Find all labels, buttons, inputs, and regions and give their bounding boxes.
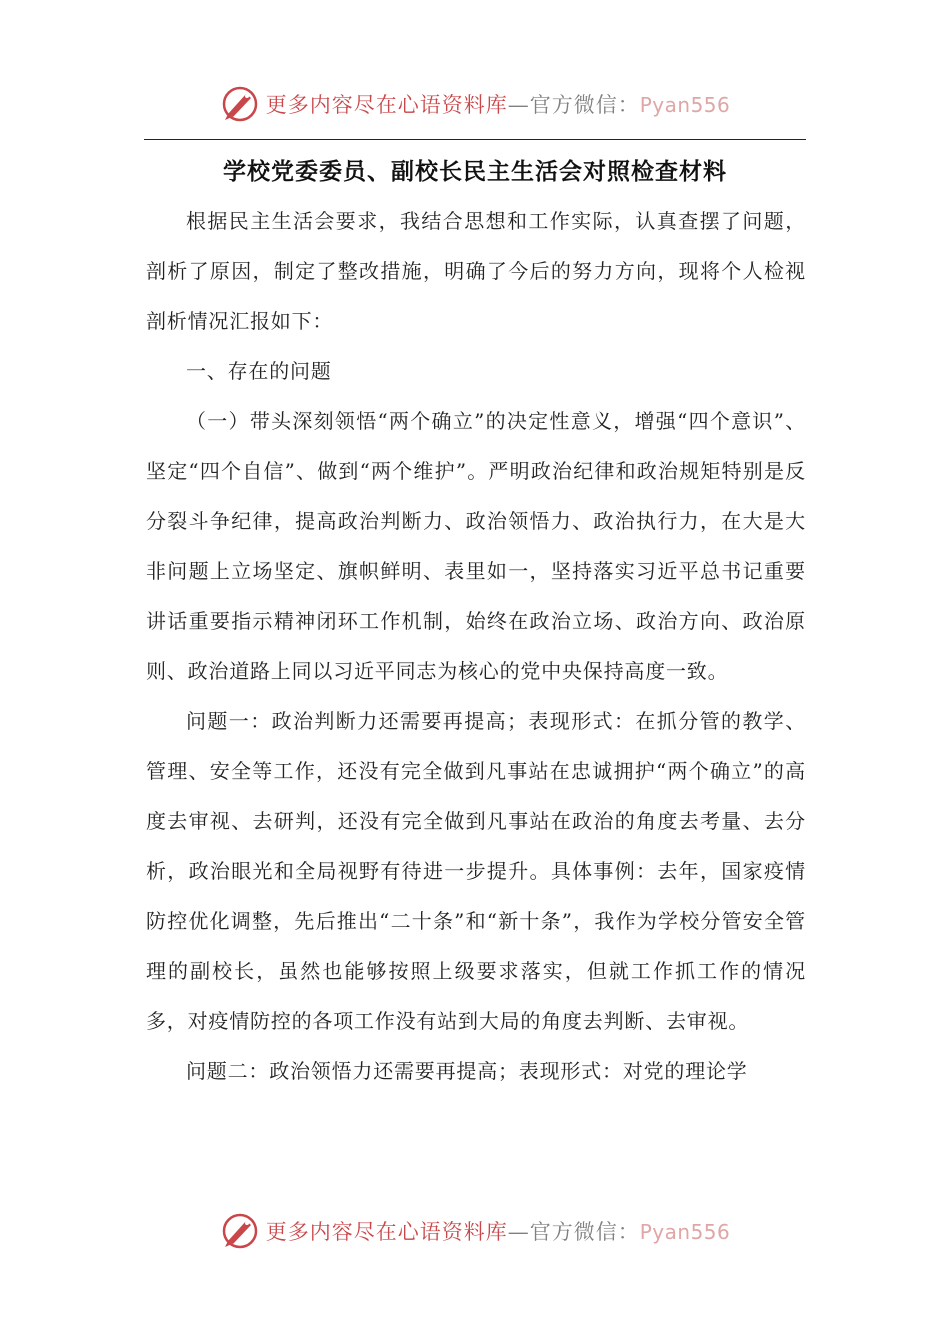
pen-nib-icon [220,1211,260,1251]
header-rule [144,139,806,140]
paragraph: （一）带头深刻领悟“两个确立”的决定性意义，增强“四个意识”、坚定“四个自信”、做到“两个维护”。严明政治纪律和政治规矩特别是反分裂斗争纪律，提高政治判断力、政治领悟力、政治执行力，在大是大非问题上立场坚定、旗帜鲜明、表里如一，坚持落实习近平总书记重要讲话重要指示精神闭环工作机制，始终在政治立场、政治方向、政治原则、政治道路上同以习近平同志为核心的党中央保持高度一致。 [146,409,806,683]
watermark-lead: 更多内容尽在心语资料库 [265,93,508,117]
watermark-text [266,89,731,119]
watermark-banner-bottom [0,1207,950,1255]
watermark-banner-top [0,80,950,128]
watermark-handle: Pyan556 [639,93,731,117]
document-body [146,196,806,1096]
watermark-text [266,1216,731,1246]
section-heading: 一、存在的问题 [186,359,332,383]
watermark-handle: Pyan556 [639,1220,731,1244]
paragraph: 问题一：政治判断力还需要再提高；表现形式：在抓分管的教学、管理、安全等工作，还没有完全做到凡事站在忠诚拥护“两个确立”的高度去审视、去研判，还没有完全做到凡事站在政治的角度去考量、去分析，政治眼光和全局视野有待进一步提升。具体事例：去年，国家疫情防控优化调整，先后推出“二十条”和“新十条”，我作为学校分管安全管理的副校长，虽然也能够按照上级要求落实，但就工作抓工作的情况多，对疫情防控的各项工作没有站到大局的角度去判断、去审视。 [146,709,806,1033]
paragraph: 根据民主生活会要求，我结合思想和工作实际，认真查摆了问题，剖析了原因，制定了整改措施，明确了今后的努力方向，现将个人检视剖析情况汇报如下： [146,209,806,333]
watermark-tail: —官方微信： [507,1220,640,1244]
watermark-tail: —官方微信： [507,93,640,117]
paragraph: 问题二：政治领悟力还需要再提高；表现形式：对党的理论学 [186,1059,748,1083]
watermark-lead: 更多内容尽在心语资料库 [265,1220,508,1244]
document-title: 学校党委委员、副校长民主生活会对照检查材料 [223,159,727,185]
pen-nib-icon [220,84,260,124]
